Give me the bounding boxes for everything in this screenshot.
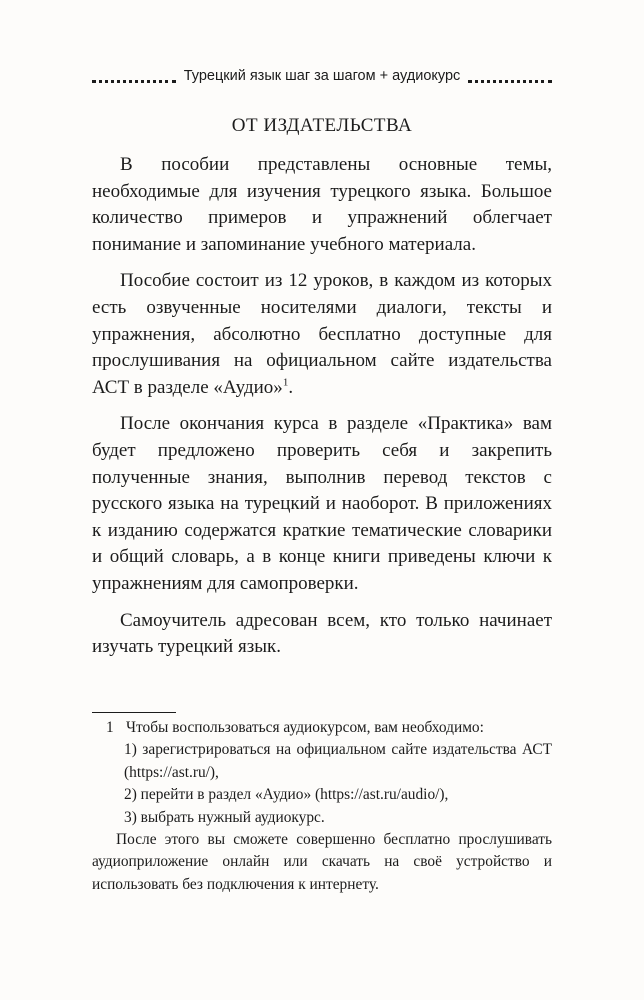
paragraph-2 <box>92 268 552 401</box>
paragraph-1: В пособии представлены основные темы, необходимые для изучения турецкого языка. Большое количество примеров и упражнений облегчает понимание и запоминание учебного материала. <box>92 154 552 255</box>
footnote-closing: После этого вы сможете совершенно бесплатно прослушивать аудиоприложение онлайн или скачать на своё устройство и использовать без подключения к интернету. <box>92 831 552 893</box>
footnote-intro: Чтобы воспользоваться аудиокурсом, вам необходимо: <box>126 719 484 736</box>
footnote-intro-line <box>92 717 552 739</box>
paragraph-2-text: Пособие состоит из 12 уроков, в каждом из которых есть озвученные носителями диалоги, тексты и упражнения, абсолютно бесплатно доступные для прослушивания на официальном сайте издательства АСТ в разделе «Аудио» <box>92 270 552 398</box>
section-title: ОТ ИЗДАТЕЛЬСТВА <box>231 115 413 136</box>
footnote-marker: 1 <box>282 376 289 389</box>
paragraph-3: После окончания курса в разделе «Практика» вам будет предложено проверить себя и закрепить полученные знания, выполнив перевод текстов с русского языка на турецкий и наоборот. В приложениях к изданию содержатся краткие тематические словарики и общий словарь, а в конце книги приведены ключи к упражнениям для самопроверки. <box>92 413 552 594</box>
header-dots-right <box>468 80 552 83</box>
footnote-item-3: 3) выбрать нужный аудиокурс. <box>124 808 325 826</box>
footnote-item-2: 2) перейти в раздел «Аудио» (https://ast.ru/audio/), <box>124 786 449 804</box>
paragraph-4: Самоучитель адресован всем, кто только начинает изучать турецкий язык. <box>92 609 552 658</box>
footnote-number: 1 <box>106 719 114 736</box>
footnote-item-1: 1) зарегистрироваться на официальном сайте издательства АСТ (https://ast.ru/), <box>124 741 552 781</box>
footnote-rule <box>92 712 176 713</box>
header-title: Турецкий язык шаг за шагом + аудиокурс <box>183 68 461 84</box>
footnote <box>92 717 552 896</box>
body-text <box>92 152 552 671</box>
running-header <box>92 64 552 88</box>
header-dots-left <box>92 80 176 83</box>
paragraph-2-tail: . <box>288 376 294 398</box>
